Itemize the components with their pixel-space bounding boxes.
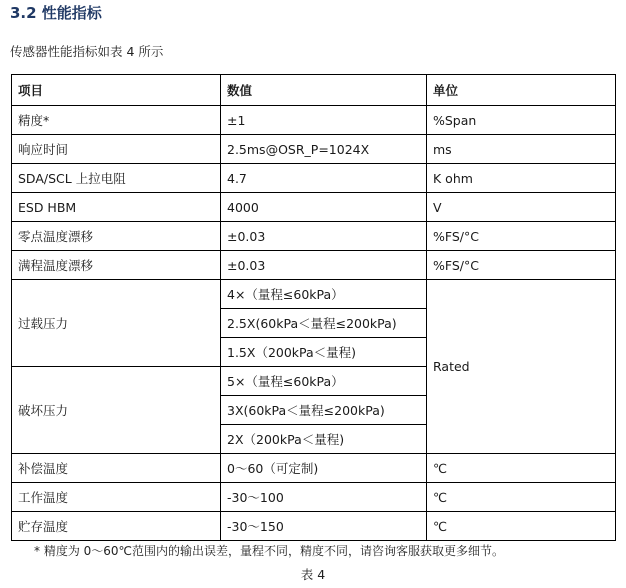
- row-unit: %Span: [427, 106, 616, 135]
- row-item: ESD HBM: [12, 193, 221, 222]
- table-row: [12, 280, 616, 309]
- header-unit: 单位: [427, 75, 616, 106]
- overload-value: 2.5X(60kPa＜量程≤200kPa): [221, 309, 427, 338]
- overload-value: 1.5X（200kPa＜量程): [221, 338, 427, 367]
- row-unit: V: [427, 193, 616, 222]
- row-value: 2.5ms@OSR_P=1024X: [221, 135, 427, 164]
- overload-value: 4×（量程≤60kPa）: [221, 280, 427, 309]
- row-value: ±0.03: [221, 222, 427, 251]
- intro-text: 传感器性能指标如表 4 所示: [10, 44, 164, 59]
- row-value: ±1: [221, 106, 427, 135]
- burst-item: 破坏压力: [12, 367, 221, 454]
- row-unit: %FS/°C: [427, 251, 616, 280]
- row-unit: %FS/°C: [427, 222, 616, 251]
- row-value: 4000: [221, 193, 427, 222]
- table-caption: 表 4: [300, 567, 326, 582]
- row-unit: ℃: [427, 454, 616, 483]
- row-item: 工作温度: [12, 483, 221, 512]
- row-item: 贮存温度: [12, 512, 221, 541]
- overload-item: 过载压力: [12, 280, 221, 367]
- burst-value: 5×（量程≤60kPa）: [221, 367, 427, 396]
- table-row: [12, 454, 616, 483]
- spec-table: [11, 74, 616, 541]
- row-item: SDA/SCL 上拉电阻: [12, 164, 221, 193]
- table-row: [12, 106, 616, 135]
- row-value: -30～100: [221, 483, 427, 512]
- row-unit: ℃: [427, 512, 616, 541]
- burst-value: 3X(60kPa＜量程≤200kPa): [221, 396, 427, 425]
- table-row: [12, 483, 616, 512]
- row-item: 响应时间: [12, 135, 221, 164]
- row-item: 精度*: [12, 106, 221, 135]
- row-unit: K ohm: [427, 164, 616, 193]
- row-unit: ℃: [427, 483, 616, 512]
- row-value: 4.7: [221, 164, 427, 193]
- table-row: [12, 512, 616, 541]
- row-value: 0～60（可定制): [221, 454, 427, 483]
- row-unit: ms: [427, 135, 616, 164]
- table-row: [12, 135, 616, 164]
- row-item: 零点温度漂移: [12, 222, 221, 251]
- row-value: ±0.03: [221, 251, 427, 280]
- table-row: [12, 193, 616, 222]
- row-item: 满程温度漂移: [12, 251, 221, 280]
- table-row: [12, 222, 616, 251]
- section-title: 3.2 性能指标: [10, 4, 102, 22]
- table-row: [12, 251, 616, 280]
- table-row: [12, 164, 616, 193]
- row-value: -30～150: [221, 512, 427, 541]
- footnote: * 精度为 0～60℃范围内的输出误差，量程不同，精度不同，请咨询客服获取更多细节。: [34, 544, 505, 558]
- table-header-row: [12, 75, 616, 106]
- header-value: 数值: [221, 75, 427, 106]
- header-item: 项目: [12, 75, 221, 106]
- row-item: 补偿温度: [12, 454, 221, 483]
- burst-value: 2X（200kPa＜量程): [221, 425, 427, 454]
- rated-unit: Rated: [427, 280, 616, 454]
